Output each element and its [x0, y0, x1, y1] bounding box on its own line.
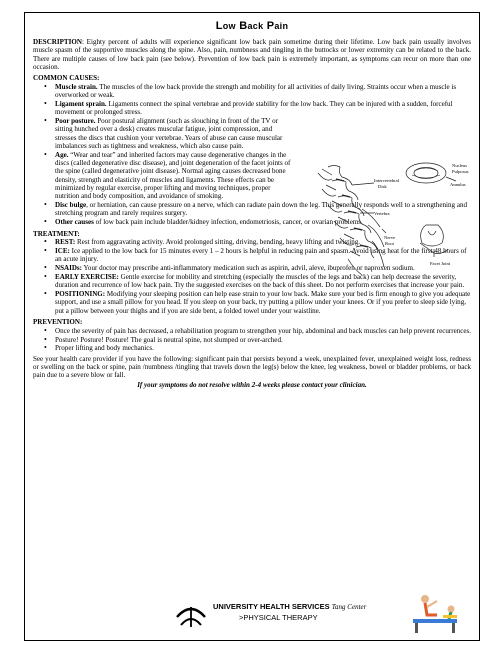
description-paragraph — [33, 38, 471, 71]
treatment-heading: TREATMENT: — [33, 229, 80, 238]
cause-item: • Disc bulge, or herniation, can cause pressure on a nerve, which can radiate pain down the leg. This generally responds well to a strengthening and stretching program and rarely requires surgery. — [55, 201, 471, 218]
treatment-item: • NSAIDs: Your doctor may prescribe anti-inflammatory medication such as aspirin, advil, aleve, ibuprofen or naproxen sodium. — [55, 264, 471, 272]
university-health-services-logo-icon — [175, 599, 207, 629]
exercise-clipart-icon — [407, 589, 467, 637]
diagram-label-intervertebral: Intervertebral — [374, 178, 399, 183]
cause-item: • Muscle strain. The muscles of the low back provide the strength and mobility for all activities of daily living. Straints occur when a muscle is overworked or weak. — [55, 83, 471, 100]
document-page — [24, 12, 480, 641]
diagram-label-facet-joint: Facet Joint — [430, 261, 451, 266]
treatment-item: • ICE: Ice applied to the low back for 15 minutes every 1 – 2 hours is helpful in reducing pain and spasm. Avoid using heat for the first 48 hours of an acute injury. — [55, 247, 471, 264]
diagram-label-disk: Disk — [378, 184, 387, 189]
prevention-item: • Posture! Posture! Posture! The goal is neutral spine, not slumped or over-arched. — [55, 336, 471, 344]
prevention-item: • Proper lifting and body mechanics. — [55, 344, 471, 352]
advice-paragraph: See your health care provider if you have the following: significant pain that persists beyond a week, unexplained fever, unexplained weight loss, redness or swelling on the back or spine, pain /numbness /tingling that travels down the leg(s) below the knee, leg weakness, bowel or bladder problems, or back pain due to a severe blow or fall. — [33, 354, 471, 380]
diagram-label-root: Root — [385, 241, 394, 246]
treatment-item: • REST: Rest from aggravating activity. Avoid prolonged sitting, driving, bending, heavy lifting and twisting. — [55, 238, 471, 246]
diagram-label-annulus: Annulus — [450, 182, 466, 187]
diagram-label-nucleus: Nucleus — [452, 163, 468, 168]
cause-item: • Age. “Wear and tear” and inherited factors may cause degenerative changes in the discs (called degenerative disc disease), and joint degeneration of the facet joints of the spine (called degenerative joint disease). Normal aging causes decreased bone density, strength and elasticity of muscles and ligaments. These effects can be minimized by regular exercise, proper lifting and moving techniques, proper nutrition and body composition, and avoidance of smoking. — [55, 151, 291, 201]
spine-diagram — [308, 159, 470, 279]
treatment-item: • EARLY EXERCISE: Gentle exercise for mobility and stretching (especially the muscles of the legs and back) can help decrease the severity, duration and recurrence of low back pain. Try the suggested exercises on the back of this sheet. Do not perform exercises that increase your pain. — [55, 273, 471, 290]
cause-item: • Poor posture. Poor postural alignment (such as slouching in front of the TV or sitting hunched over a desk) creates muscular fatigue, joint compression, and stresses the discs that cushion your vertebrae. Years of abuse can cause muscular imbalances such as tightness and weakness, which also cause pain. — [55, 117, 291, 150]
cause-item: • Other causes of low back pain include bladder/kidney infection, endometriosis, cancer, or ovarian problems. — [55, 218, 471, 226]
footer — [25, 595, 479, 635]
prevention-list — [33, 327, 471, 353]
cause-item: • Ligament sprain. Ligaments connect the spinal vertebrae and provide stability for the low back. They can be injured with a sudden, forceful movement or prolonged stress. — [55, 100, 471, 117]
prevention-item: • Once the severity of pain has decreased, a rehabilitation program to strengthen your hip, abdominal and back muscles can help prevent recurrences. — [55, 327, 471, 335]
treatment-item: • POSITIONING: Modifying your sleeping position can help ease strain to your low back. Make sure your bed is firm enough to give you adequate support, and use a small pillow for you head. If you sleep on your back, try putting a pillow under your knees. Or if you prefer to sleep side lying, put a pillow between your thighs and if you are side bent, a folded towel under your waistline. — [55, 290, 471, 315]
footer-org: UNIVERSITY HEALTH SERVICES Tang Center — [213, 602, 367, 611]
description-label: DESCRIPTION — [33, 38, 82, 46]
diagram-label-vertebra: Vertebra — [374, 211, 390, 216]
prevention-heading: PREVENTION: — [33, 318, 83, 326]
clinician-notice: If your symptoms do not resolve within 2-4 weeks please contact your clinician. — [137, 380, 367, 389]
diagram-label-nerve: Nerve — [384, 235, 396, 240]
footer-dept: >PHYSICAL THERAPY — [239, 613, 318, 622]
causes-heading: COMMON CAUSES: — [33, 74, 100, 83]
description-text: : Eighty percent of adults will experience significant low back pain sometime during their lifetime. Low back pain usually involves muscle spasm of the supportive muscles along the spine. Also, pain, numbness and tingling in the buttocks or lower extremity can be related to the back. There are multiple causes of low back pain (see below). Prevention of low back pain is extremely important, as symptoms can recur on more than one occasion. — [33, 38, 471, 71]
diagram-label-pulposus: Pulposus — [452, 169, 469, 174]
page-title: Low Back Pain — [215, 20, 289, 32]
